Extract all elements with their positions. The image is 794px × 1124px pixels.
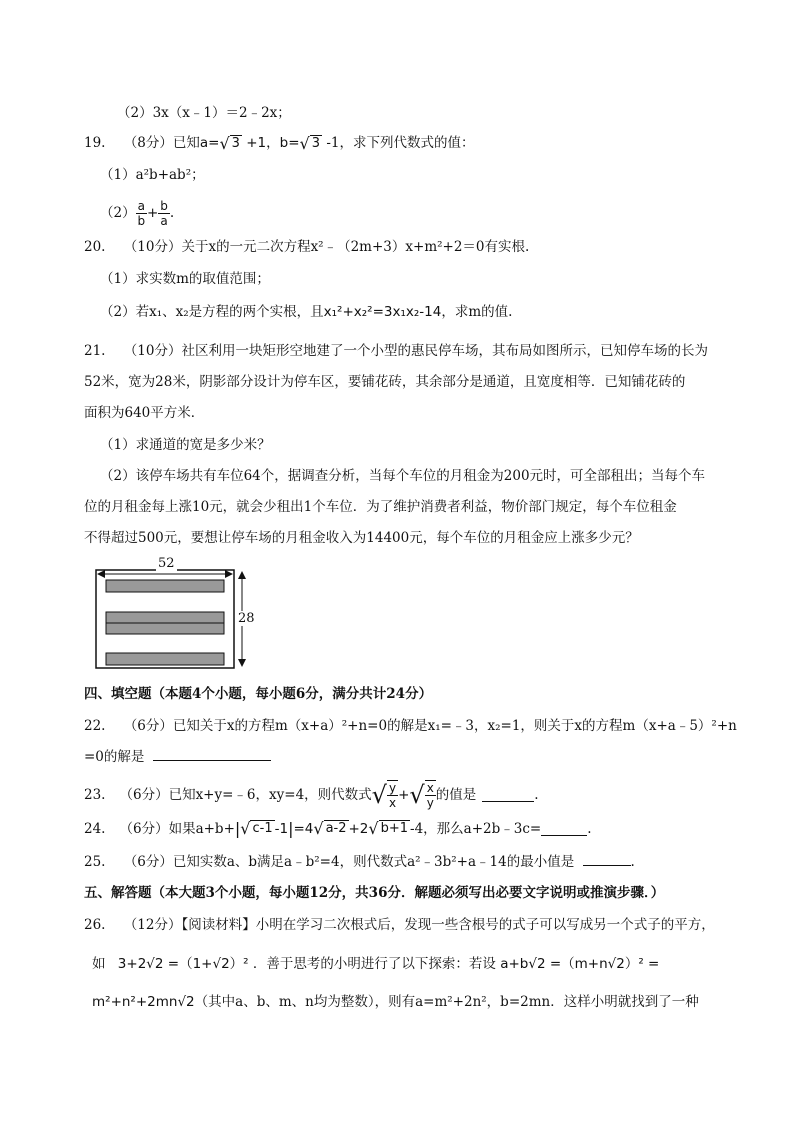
q24-eq: =4 <box>293 821 314 837</box>
q24-radical-b: √ b+1 <box>368 819 409 838</box>
q26-number: 26. <box>84 917 106 933</box>
parking-strip <box>106 580 224 592</box>
q18-part2: （2）3x（x﹣1）＝2﹣2x； <box>117 105 291 121</box>
q21-line2: 52米，宽为28米，阴影部分设计为停车区，要铺花砖，其余部分是通道，且宽度相等．已知铺花砖的 <box>84 374 686 390</box>
q26-text-3: （其中a、b、m、n均为整数），则有a=m²+2n²，b=2mn．这样小明就找到了一种 <box>194 994 699 1010</box>
q20-part2-tail: ，求m的值. <box>441 304 513 320</box>
q24-answer-blank[interactable] <box>541 823 587 836</box>
parking-lot-figure <box>90 556 260 672</box>
q26-expr-1: 3+2√2 =（1+√2）² <box>117 956 249 972</box>
q22-text-2: =0的解是 <box>84 749 145 765</box>
q26-text-2b: ．善于思考的小明进行了以下探索：若设 <box>252 956 496 972</box>
q23-line: 23. （6分）已知x+y=﹣6，xy=4，则代数式 √ $\frac{y}{x}$ + √ $\frac{x}{y}$ 的值是 . <box>84 781 539 810</box>
parking-strip <box>106 623 224 634</box>
q23-plus: + <box>398 787 410 803</box>
q19-b-tail: -1，求下列代数式的值： <box>322 135 475 151</box>
q19-a-label: a= <box>199 135 220 151</box>
q20-part1: （1）求实数m的取值范围； <box>100 271 270 287</box>
q19-fraction-a-over-b: $\frac{a}{b}$ <box>137 198 146 228</box>
q21-part2-line2: 位的月租金每上涨10元，就会少租出1个车位．为了维护消费者利益，物价部门规定，每个车位租金 <box>84 499 677 515</box>
q22-number: 22. <box>84 718 106 734</box>
q22-line2 <box>84 748 271 766</box>
q22-answer-blank[interactable] <box>153 748 271 761</box>
q20-part2 <box>100 303 512 321</box>
q19-plus: + <box>146 205 159 221</box>
q26-line2 <box>92 955 659 973</box>
q25-answer-blank[interactable] <box>583 853 631 866</box>
q24-mid: +2 <box>348 821 369 837</box>
q26-line1 <box>84 916 715 934</box>
q19-part2-prefix: （2） <box>100 205 136 221</box>
q22-line1 <box>84 717 737 735</box>
q22-text: （6分）已知关于x的方程m（x+a）²+n=0的解是x₁=﹣3，x₂=1，则关于x的方程m（x+a﹣5）²+n <box>123 718 737 734</box>
q24-number: 24. <box>84 821 106 837</box>
parking-lot-diagram <box>90 560 260 672</box>
q24-radical-c: √ c-1 <box>240 819 273 838</box>
q25-line <box>84 853 635 871</box>
q21-part1: （1）求通道的宽是多少米？ <box>100 437 271 453</box>
q25-period: . <box>630 854 635 870</box>
q24-period: . <box>587 821 592 837</box>
q21-line1 <box>84 342 708 360</box>
q23-text: （6分）已知x+y=﹣6，xy=4，则代数式 <box>119 787 372 803</box>
q23-number: 23. <box>84 787 106 803</box>
q20-stem <box>84 238 529 256</box>
q21-line3: 面积为640平方米． <box>84 405 205 421</box>
q19-b-radical: √ 3 <box>299 133 321 153</box>
q26-text-1: （12分）【阅读材料】小明在学习二次根式后，发现一些含根号的式子可以写成另一个式子的平方， <box>123 917 715 933</box>
q25-number: 25. <box>84 854 106 870</box>
q21-part2-line3: 不得超过500元，要想让停车场的月租金收入为14400元，每个车位的月租金应上涨多少元？ <box>84 530 639 546</box>
section-4-heading: 四、填空题（本题4个小题，每小题6分，满分共计24分） <box>84 686 433 702</box>
q24-radical-a: √ a-2 <box>313 819 347 838</box>
parking-strip <box>106 653 224 665</box>
q19-score: （8分）已知 <box>123 135 200 151</box>
q19-part1: （1）a²b+ab²； <box>100 167 205 183</box>
q25-text: （6分）已知实数a、b满足a﹣b²=4，则代数式a²﹣3b²+a﹣14的最小值是 <box>123 854 575 870</box>
q20-part2-expr: x₁²+x₂²=3x₁x₂-14 <box>323 304 442 320</box>
q26-text-2a: 如 <box>92 956 106 972</box>
length-label: 52 <box>158 556 175 571</box>
q19-part2 <box>100 198 174 228</box>
q19-a-tail: +1， <box>241 135 280 151</box>
q21-text-1: （10分）社区利用一块矩形空地建了一个小型的惠民停车场，其布局如图所示，已知停车场的长为 <box>123 343 708 359</box>
abs-bar-right: | <box>288 819 294 838</box>
q26-expr-2: a+b√2 =（m+n√2）² = <box>500 956 660 972</box>
q19-period: . <box>169 205 175 221</box>
q26-line3 <box>92 993 699 1011</box>
parking-strip <box>106 612 224 623</box>
q21-number: 21. <box>84 343 106 359</box>
section-5-heading: 五、解答题（本大题3个小题，每小题12分，共36分．解题必须写出必要文字说明或推演步骤．） <box>84 885 665 901</box>
q19-a-radical: √ 3 <box>219 133 240 153</box>
q19-stem <box>84 134 474 153</box>
q23-radical-y-over-x: √ $\frac{y}{x}$ <box>371 781 397 810</box>
q26-expr-3: m²+n²+2mn√2 <box>92 994 195 1010</box>
abs-bar-left: | <box>234 819 241 838</box>
width-label: 28 <box>238 611 255 626</box>
q24-abs-tail: -1 <box>274 821 289 837</box>
q23-text-2: 的值是 <box>435 787 477 803</box>
q24-line <box>84 820 592 838</box>
q23-answer-blank[interactable] <box>482 789 534 802</box>
q19-fraction-b-over-a: $\frac{b}{a}$ <box>160 198 168 228</box>
q19-number: 19. <box>84 135 106 151</box>
q21-part2-line1: （2）该停车场共有车位64个，据调查分析，当每个车位的月租金为200元时，可全部租出；当每个车 <box>100 468 706 484</box>
q19-b-label: b= <box>279 135 300 151</box>
q20-number: 20. <box>84 239 106 255</box>
q20-text: （10分）关于x的一元二次方程x²﹣（2m+3）x+m²+2＝0有实根. <box>123 239 530 255</box>
q23-radical-x-over-y: √ $\frac{x}{y}$ <box>409 781 434 810</box>
q24-tail: -4，那么a+2b﹣3c= <box>410 821 542 837</box>
q24-text: （6分）如果a+b+ <box>119 821 235 837</box>
q20-part2-text: （2）若x₁、x₂是方程的两个实根，且 <box>100 304 324 320</box>
